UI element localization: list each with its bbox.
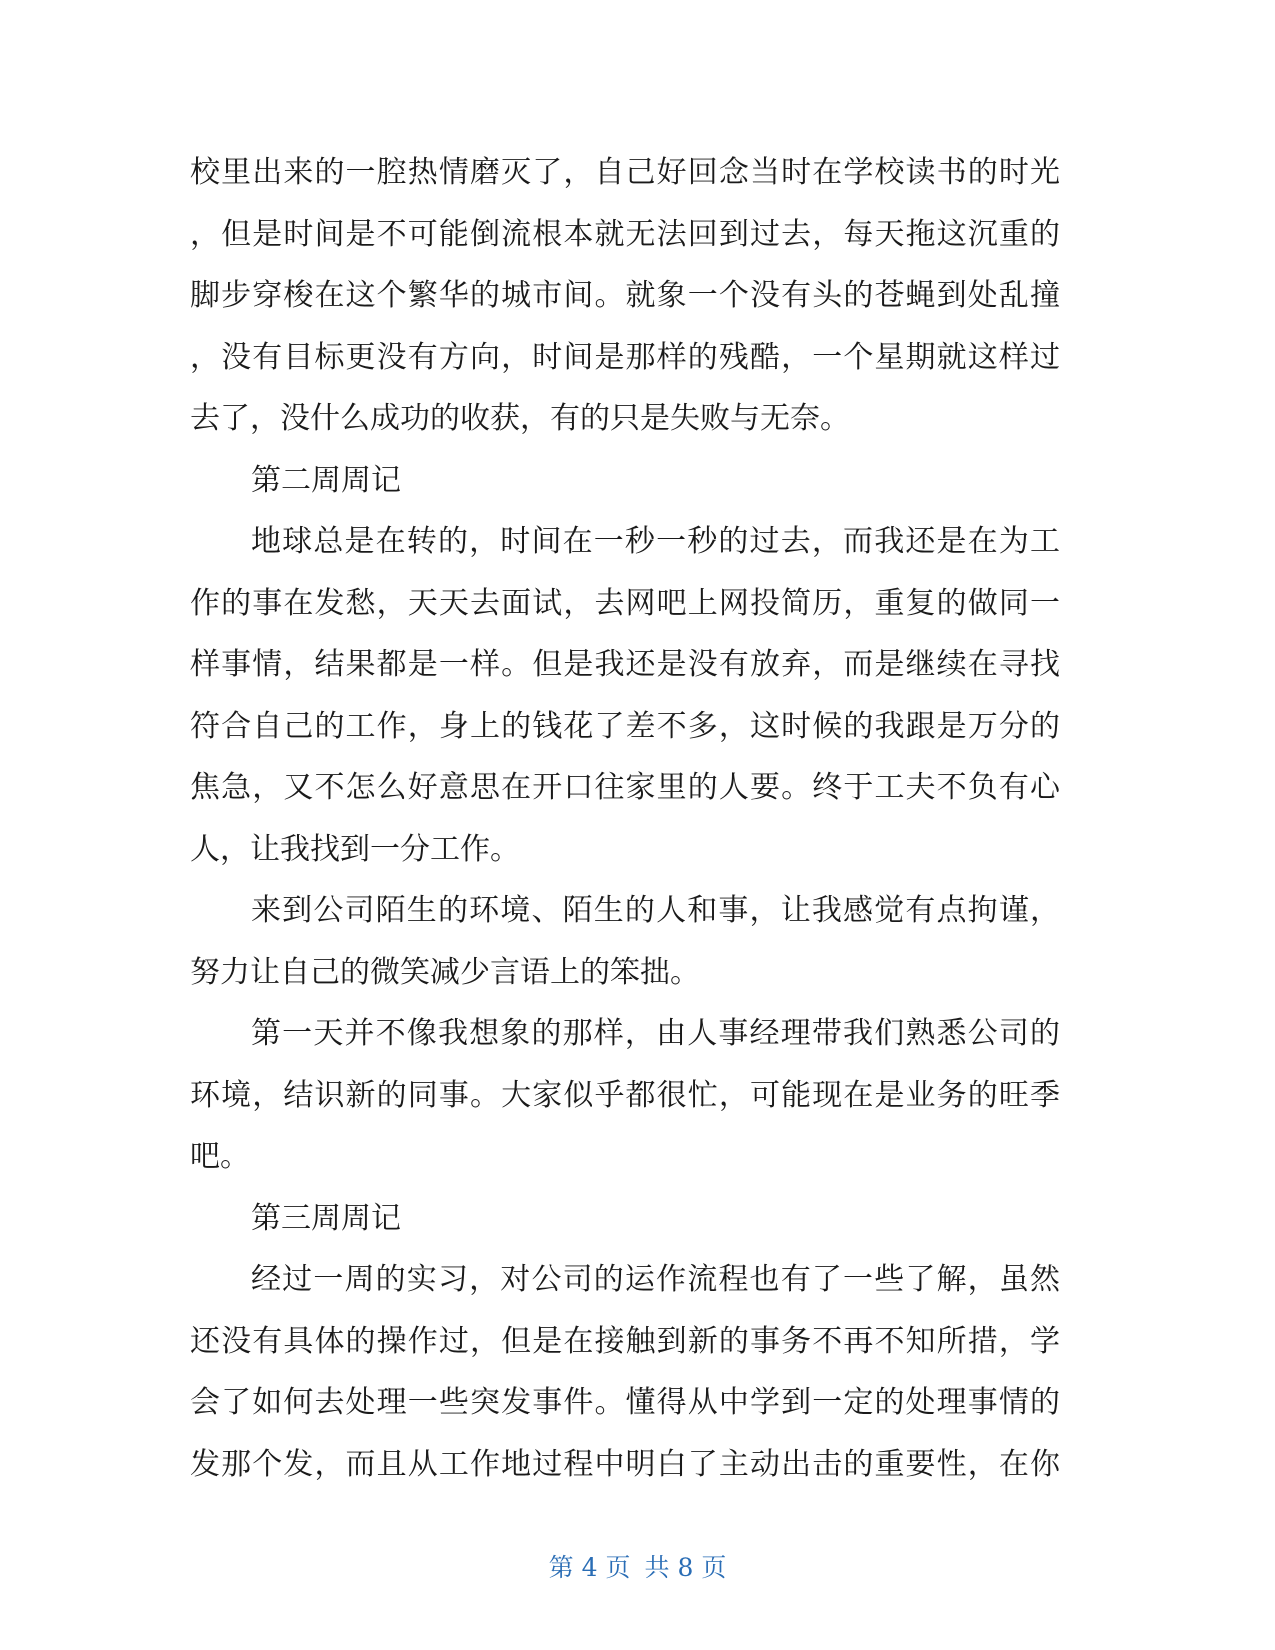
text-line: 焦急，又不怎么好意思在开口往家里的人要。终于工夫不负有心 <box>190 770 1060 805</box>
total-pages-number: 8 <box>677 1553 694 1582</box>
document-body <box>190 142 1060 1495</box>
text-line: 环境，结识新的同事。大家似乎都很忙，可能现在是业务的旺季 <box>190 1077 1060 1113</box>
text-line: 发那个发，而且从工作地过程中明白了主动出击的重要性，在你 <box>190 1446 1060 1482</box>
text-line: 吧。 <box>190 1139 250 1174</box>
text-line: 去了，没什么成功的收获，有的只是失败与无奈。 <box>190 401 850 436</box>
page-footer <box>0 1548 1275 1584</box>
text-line: 人，让我找到一分工作。 <box>190 831 520 867</box>
text-line: 经过一周的实习，对公司的运作流程也有了一些了解，虽然 <box>251 1262 1060 1297</box>
text-line: 会了如何去处理一些突发事件。懂得从中学到一定的处理事情的 <box>190 1385 1060 1420</box>
footer-middle: 页 共 <box>605 1553 670 1582</box>
text-line: 符合自己的工作，身上的钱花了差不多，这时候的我跟是万分的 <box>190 708 1060 744</box>
text-line: ，但是时间是不可能倒流根本就无法回到过去，每天拖这沉重的 <box>190 216 1060 252</box>
footer-prefix: 第 <box>548 1553 574 1582</box>
text-line: 样事情，结果都是一样。但是我还是没有放弃，而是继续在寻找 <box>190 647 1060 682</box>
current-page-number: 4 <box>581 1553 598 1582</box>
text-line: 还没有具体的操作过，但是在接触到新的事务不再不知所措，学 <box>190 1323 1060 1359</box>
footer-suffix: 页 <box>701 1553 727 1582</box>
text-line: 第二周周记 <box>251 462 401 498</box>
text-line: 第一天并不像我想象的那样，由人事经理带我们熟悉公司的 <box>251 1016 1060 1051</box>
text-line: 第三周周记 <box>251 1200 401 1236</box>
text-line: 校里出来的一腔热情磨灭了，自己好回念当时在学校读书的时光 <box>190 155 1060 190</box>
text-line: 作的事在发愁，天天去面试，去网吧上网投简历，重复的做同一 <box>190 585 1060 621</box>
text-line: ，没有目标更没有方向，时间是那样的残酷，一个星期就这样过 <box>190 339 1060 375</box>
text-line: 来到公司陌生的环境、陌生的人和事，让我感觉有点拘谨， <box>251 893 1060 928</box>
text-line: 努力让自己的微笑减少言语上的笨拙。 <box>190 954 700 990</box>
text-line: 脚步穿梭在这个繁华的城市间。就象一个没有头的苍蝇到处乱撞 <box>190 278 1060 313</box>
text-line: 地球总是在转的，时间在一秒一秒的过去，而我还是在为工 <box>251 524 1060 559</box>
